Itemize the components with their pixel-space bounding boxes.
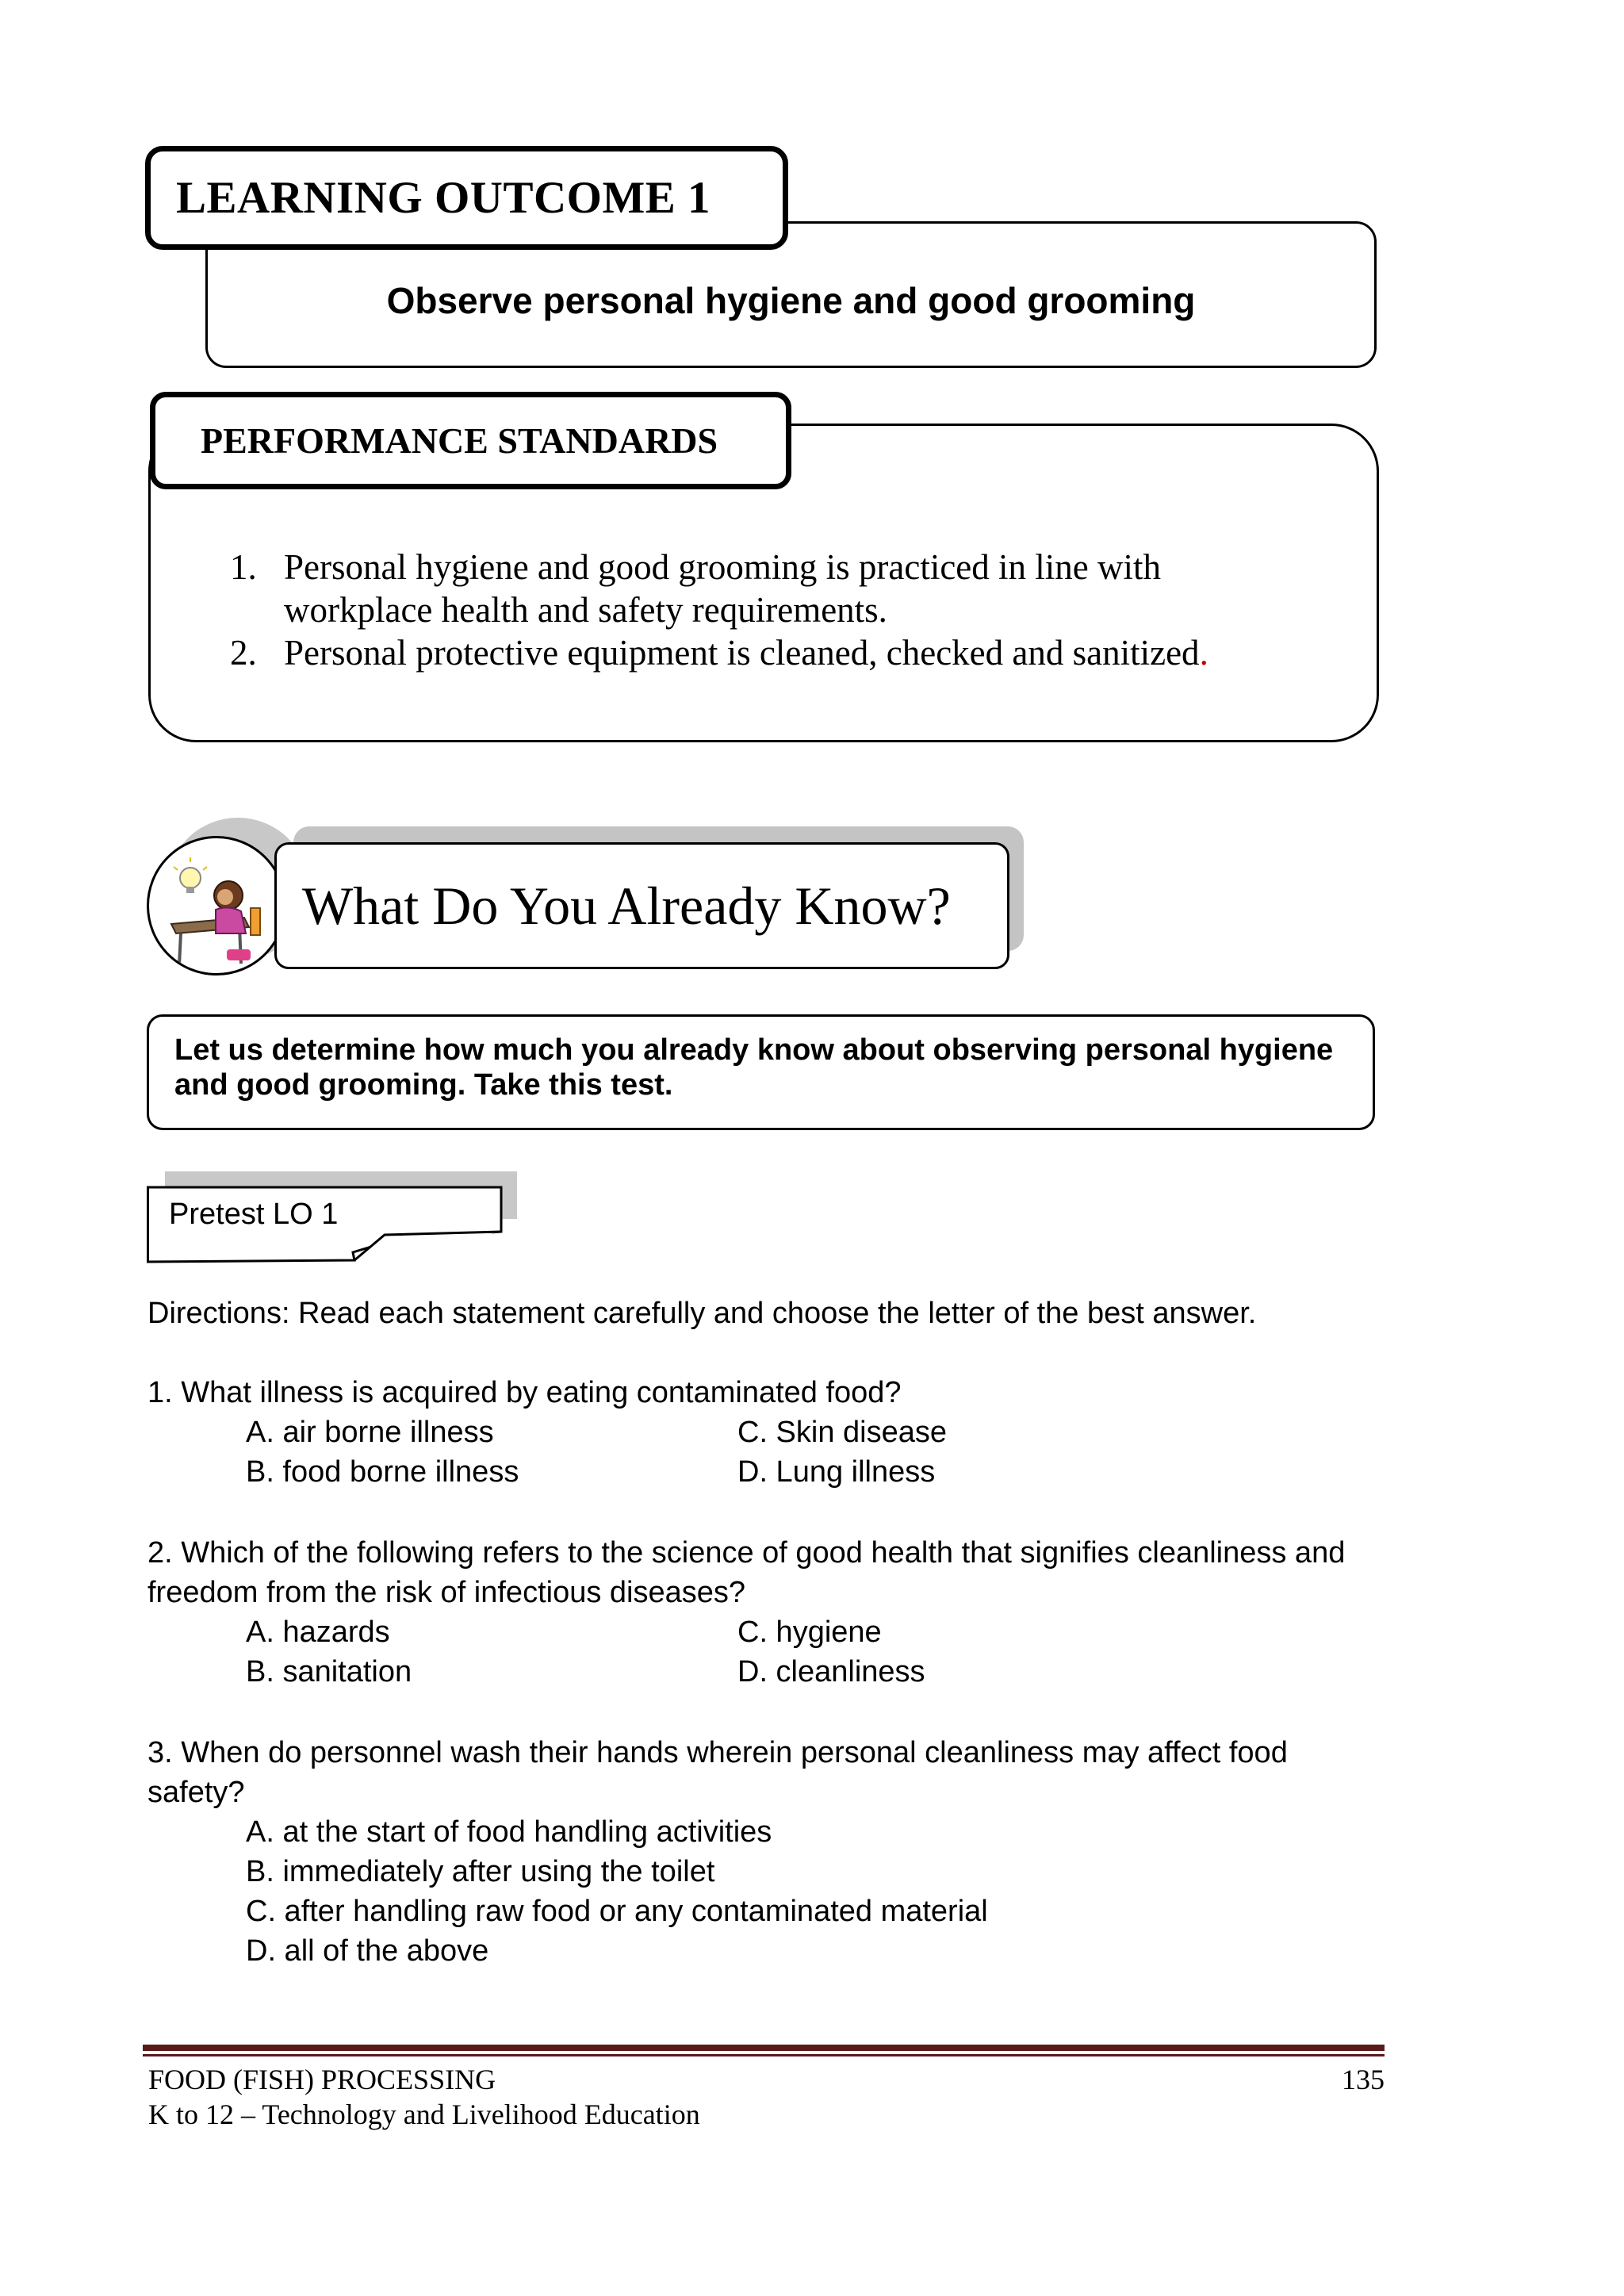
intro-box: Let us determine how much you already know about observing personal hygiene and good grooming. Take this test. — [147, 1014, 1375, 1130]
performance-standards-tab — [150, 392, 791, 489]
question-3: 3. When do personnel wash their hands wherein personal cleanliness may affect food — [147, 1736, 1288, 1769]
question-1-option-d: D. Lung illness — [737, 1455, 936, 1489]
performance-standards-list — [230, 546, 1356, 674]
footer-course: FOOD (FISH) PROCESSING — [148, 2064, 496, 2095]
list-item: 1. Personal hygiene and good grooming is practiced in line with workplace health and safety requirements. — [230, 547, 1162, 630]
question-2-line-2: freedom from the risk of infectious diseases? — [147, 1576, 746, 1609]
question-1-option-b: B. food borne illness — [246, 1455, 519, 1489]
question-2-option-b: B. sanitation — [246, 1655, 412, 1688]
section-title: What Do You Already Know? — [302, 875, 951, 936]
learning-outcome-title: LEARNING OUTCOME 1 — [176, 173, 711, 223]
footer-rule-thin — [143, 2054, 1385, 2056]
question-1: 1. What illness is acquired by eating contaminated food? — [147, 1376, 902, 1409]
performance-standards-title: PERFORMANCE STANDARDS — [201, 420, 718, 461]
pretest-label: Pretest LO 1 — [169, 1198, 339, 1231]
question-3-option-a: A. at the start of food handling activities — [246, 1815, 772, 1849]
section-banner — [274, 842, 1009, 969]
footer-rule — [143, 2045, 1385, 2051]
question-1-option-a: A. air borne illness — [246, 1416, 494, 1449]
question-2: 2. Which of the following refers to the science of good health that signifies cleanliness and — [147, 1536, 1346, 1570]
question-2-option-d: D. cleanliness — [737, 1655, 925, 1688]
footer-program: K to 12 – Technology and Livelihood Education — [148, 2099, 700, 2130]
question-3-option-d: D. all of the above — [246, 1934, 489, 1968]
student-at-desk-icon — [147, 836, 286, 976]
page-number: 135 — [1342, 2064, 1385, 2095]
question-2-option-c: C. hygiene — [737, 1616, 882, 1649]
learning-outcome-tab — [145, 146, 788, 250]
question-3-option-c: C. after handling raw food or any contaminated material — [246, 1895, 988, 1928]
list-item: 2. Personal protective equipment is cleaned, checked and sanitized. — [230, 633, 1208, 673]
directions: Directions: Read each statement carefully and choose the letter of the best answer. — [147, 1297, 1257, 1330]
question-2-option-a: A. hazards — [246, 1616, 390, 1649]
learning-outcome-subtitle: Observe personal hygiene and good grooming — [386, 280, 1196, 321]
question-1-option-c: C. Skin disease — [737, 1416, 948, 1449]
question-3-line-2: safety? — [147, 1776, 245, 1809]
question-3-option-b: B. immediately after using the toilet — [246, 1855, 715, 1888]
